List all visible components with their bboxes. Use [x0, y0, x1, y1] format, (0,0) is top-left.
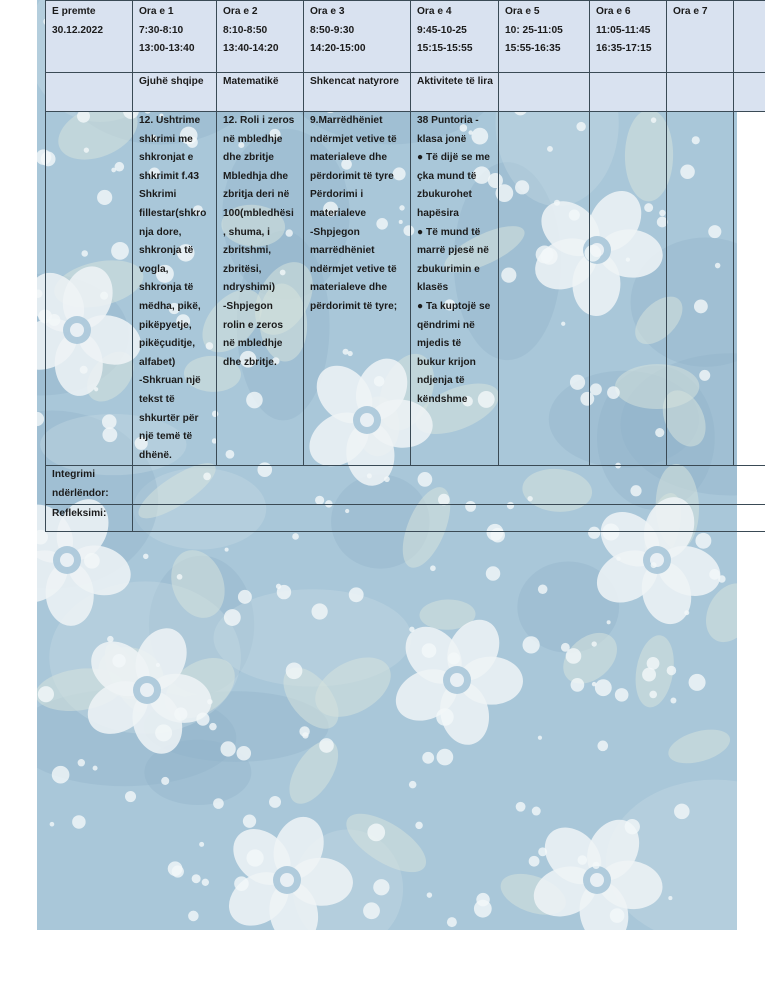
- period-7-header: [667, 1, 734, 73]
- period-label: Ora e 6: [596, 6, 631, 17]
- subject-cell: Gjuhë shqipe: [133, 73, 217, 112]
- content-line: 38 Puntoria -: [417, 115, 479, 126]
- period-4-header: [411, 1, 499, 73]
- content-line: shkrimit f.43: [139, 170, 200, 182]
- period-time: 15:55-16:35: [505, 43, 561, 55]
- content-line: mjedis të: [417, 338, 462, 350]
- content-line: dhe zbritje: [223, 152, 274, 164]
- period-label: Ora e 7: [673, 6, 708, 17]
- content-line: rolin e zeros: [223, 319, 284, 331]
- subject-cell: [590, 73, 667, 112]
- content-line: mëdha, pikë,: [139, 300, 201, 312]
- content-line: dhënë.: [139, 449, 172, 461]
- subject-cell: [667, 73, 734, 112]
- content-line: një temë të: [139, 431, 193, 443]
- day-label: E premte: [52, 6, 96, 17]
- period-time: 7:30-8:10: [139, 24, 184, 36]
- content-line: zbukurohet: [417, 189, 472, 201]
- content-line: vogla,: [139, 263, 169, 275]
- integration-label-line: Integrimi: [52, 469, 96, 481]
- subjects-row-label: [46, 73, 133, 112]
- content-line: qëndrimi në: [417, 319, 475, 331]
- reflection-row: [46, 505, 765, 532]
- content-line: shkurtër për: [139, 412, 199, 424]
- content-line: hapësira: [417, 207, 459, 219]
- content-line: 12. Ushtrime: [139, 115, 201, 126]
- content-line: në mbledhje: [223, 133, 283, 145]
- content-line: shkronjat e: [139, 152, 194, 164]
- content-line: ● Të mund të: [417, 226, 481, 238]
- content-line: zbritja deri në: [223, 189, 290, 201]
- content-line: materialeve dhe: [310, 152, 388, 164]
- content-row: [46, 112, 765, 466]
- content-line: shkrimi me: [139, 133, 193, 145]
- lesson-content-7: [667, 112, 734, 466]
- content-line: 12. Roli i zeros: [223, 115, 295, 126]
- period-label: Ora e 5: [505, 6, 540, 17]
- content-line: klasës: [417, 282, 449, 294]
- content-line: marrë pjesë në: [417, 245, 489, 257]
- period-time: 15:15-15:55: [417, 43, 473, 55]
- period-time: 13:40-14:20: [223, 43, 279, 55]
- content-line: këndshme: [417, 393, 468, 405]
- period-1-header: [133, 1, 217, 73]
- content-line: fillestar(shkro: [139, 207, 207, 219]
- content-line: 9.Marrëdhëniet: [310, 115, 383, 126]
- extra-column-cell: [734, 112, 765, 466]
- subject-cell: [499, 73, 590, 112]
- extra-column-header: [734, 1, 765, 73]
- period-time: 9:45-10-25: [417, 24, 467, 36]
- integration-value: [133, 466, 765, 505]
- period-2-header: [217, 1, 304, 73]
- content-line: alfabet): [139, 356, 176, 368]
- day-cell: [46, 1, 133, 73]
- reflection-label: Refleksimi:: [46, 505, 133, 532]
- content-line: bukur krijon: [417, 356, 476, 368]
- integration-label: [46, 466, 133, 505]
- content-line: nja dore,: [139, 226, 182, 238]
- period-label: Ora e 1: [139, 6, 174, 17]
- content-line: shkronja të: [139, 282, 194, 294]
- period-time: 8:10-8:50: [223, 24, 268, 36]
- content-line: zbritshmi,: [223, 245, 272, 257]
- content-line: çka mund të: [417, 170, 477, 182]
- period-6-header: [590, 1, 667, 73]
- content-line: 100(mbledhësi: [223, 207, 294, 219]
- content-row-label: [46, 112, 133, 466]
- header-row: [46, 1, 765, 73]
- date-label: 30.12.2022: [52, 24, 103, 36]
- content-line: -Shkruan një: [139, 375, 201, 387]
- lesson-content-1: [133, 112, 217, 466]
- content-line: pikëçuditje,: [139, 338, 196, 350]
- lesson-plan-table: [45, 0, 765, 532]
- period-time: 14:20-15:00: [310, 43, 366, 55]
- lesson-content-2: [217, 112, 304, 466]
- content-line: Shkrimi: [139, 189, 177, 201]
- integration-row: [46, 466, 765, 505]
- period-time: 10: 25-11:05: [505, 24, 563, 36]
- content-line: zbritësi,: [223, 263, 262, 275]
- reflection-value: [133, 505, 765, 532]
- content-line: dhe zbritje.: [223, 356, 277, 368]
- content-line: Përdorimi i: [310, 189, 364, 201]
- content-line: zbukurimin e: [417, 263, 480, 275]
- lesson-content-6: [590, 112, 667, 466]
- subject-cell: Shkencat natyrore: [304, 73, 411, 112]
- content-line: Mbledhja dhe: [223, 170, 289, 182]
- content-line: përdorimit të tyre: [310, 170, 394, 182]
- content-line: pikëpyetje,: [139, 319, 192, 331]
- content-line: marrëdhëniet: [310, 245, 375, 257]
- content-line: ● Të dijë se me: [417, 152, 490, 164]
- period-label: Ora e 2: [223, 6, 258, 17]
- content-line: shkronja të: [139, 245, 194, 257]
- subject-cell: Matematikë: [217, 73, 304, 112]
- content-line: materialeve dhe: [310, 282, 388, 294]
- content-line: -Shpjegon: [310, 226, 360, 238]
- content-line: ndryshimi): [223, 282, 276, 294]
- subjects-row: [46, 73, 765, 112]
- content-line: klasa jonë: [417, 133, 467, 145]
- period-time: 13:00-13:40: [139, 43, 195, 55]
- extra-column-cell: [734, 73, 765, 112]
- content-line: , shuma, i: [223, 226, 270, 238]
- lesson-content-4: [411, 112, 499, 466]
- content-line: ndërmjet vetive të: [310, 133, 397, 145]
- content-line: materialeve: [310, 207, 367, 219]
- content-line: ● Ta kuptojë se: [417, 300, 491, 312]
- period-time: 8:50-9:30: [310, 24, 355, 36]
- content-line: në mbledhje: [223, 338, 283, 350]
- content-line: ndërmjet vetive të: [310, 263, 397, 275]
- lesson-content-3: [304, 112, 411, 466]
- content-line: tekst të: [139, 393, 175, 405]
- period-3-header: [304, 1, 411, 73]
- content-line: -Shpjegon: [223, 300, 273, 312]
- content-line: përdorimit të tyre;: [310, 300, 398, 312]
- period-time: 16:35-17:15: [596, 43, 652, 55]
- period-label: Ora e 4: [417, 6, 452, 17]
- lesson-content-5: [499, 112, 590, 466]
- integration-label-line: ndërlëndor:: [52, 487, 109, 499]
- subject-cell: Aktivitete të lira: [411, 73, 499, 112]
- content-line: ndjenja të: [417, 375, 465, 387]
- period-5-header: [499, 1, 590, 73]
- period-label: Ora e 3: [310, 6, 345, 17]
- period-time: 11:05-11:45: [596, 24, 651, 36]
